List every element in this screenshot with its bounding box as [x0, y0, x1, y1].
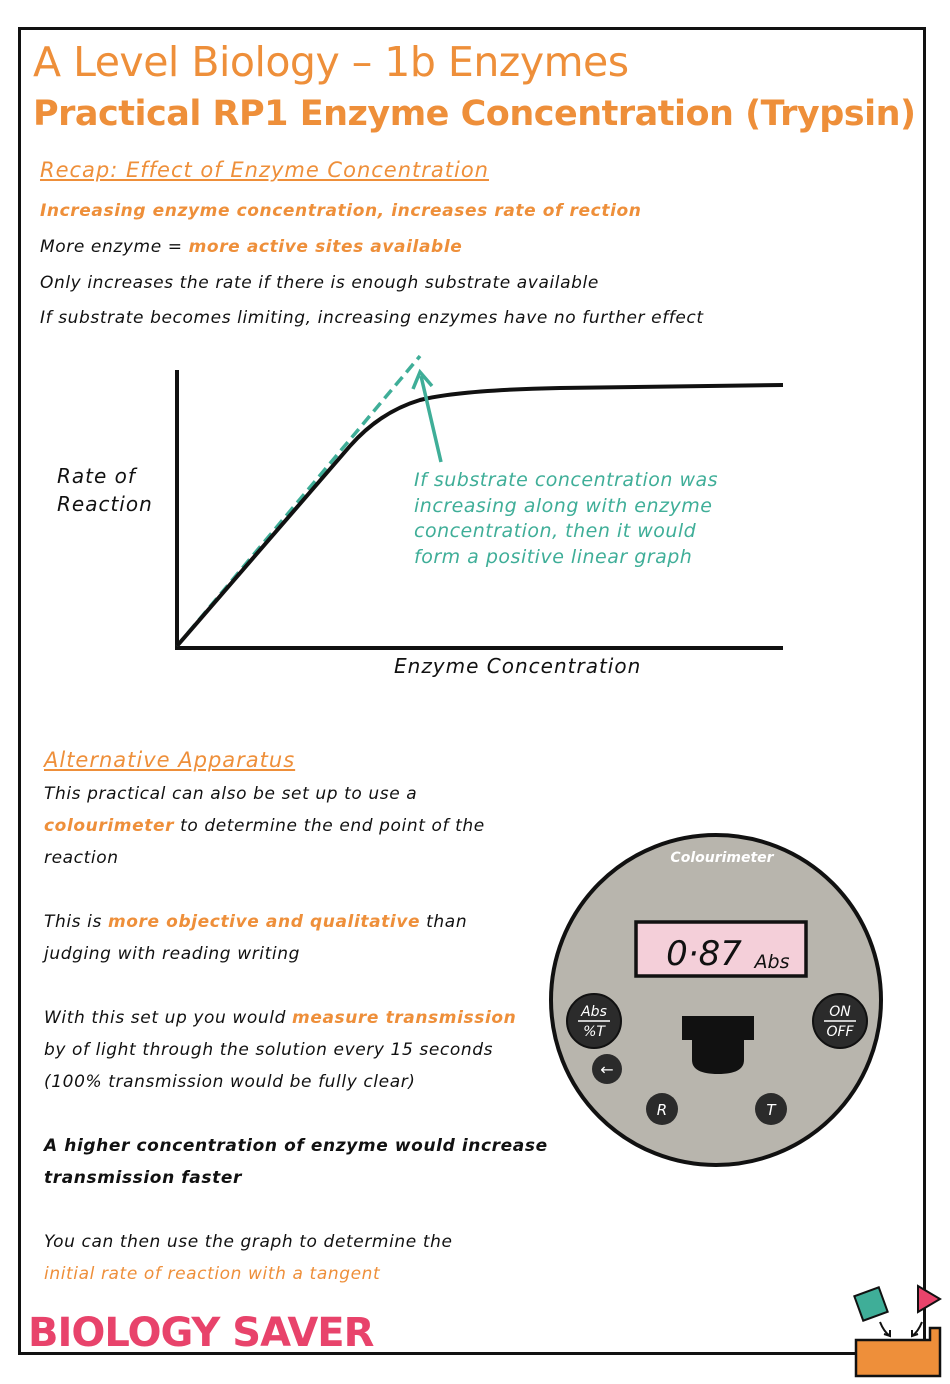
recap-line-3: Only increases the rate if there is enough substrate available [40, 273, 599, 293]
alternative-p1-line-3: reaction [44, 848, 119, 868]
back-arrow-icon: ← [600, 1060, 614, 1079]
alternative-p2-highlight: more objective and qualitative [107, 912, 421, 932]
alternative-p4-line-1: A higher concentration of enzyme would increase [44, 1136, 548, 1156]
r-button-label: R [656, 1101, 668, 1119]
recap-line-2-highlight: more active sites available [188, 237, 463, 257]
graph-note-line-1: If substrate concentration was [414, 469, 719, 491]
alternative-p1-line-1: This practical can also be set up to use a [44, 784, 418, 804]
page-title: A Level Biology – 1b Enzymes [33, 38, 629, 86]
teal-square-icon [854, 1287, 887, 1320]
recap-line-2-prefix: More enzyme = [40, 237, 189, 257]
graph-y-label-line-1: Rate of [57, 464, 136, 488]
recap-line-4: If substrate becomes limiting, increasing enzymes have no further effect [40, 308, 704, 328]
alternative-p3-highlight: measure transmission [292, 1008, 517, 1028]
alternative-p1-line-2-rest: to determine the end point of the [174, 816, 485, 836]
alternative-p4-line-2: transmission faster [44, 1168, 242, 1188]
pink-triangle-icon [918, 1286, 940, 1312]
abs-t-button-top: Abs [581, 1004, 607, 1020]
orange-box-icon [856, 1328, 940, 1376]
recap-heading: Recap: Effect of Enzyme Concentration [40, 158, 489, 182]
power-button-top: ON [829, 1004, 851, 1020]
graph-y-label-line-2: Reaction [57, 492, 153, 516]
alternative-p5-line-1: You can then use the graph to determine the [44, 1232, 453, 1252]
power-button-bottom: OFF [826, 1024, 854, 1040]
colourimeter-unit: Abs [754, 951, 790, 973]
alternative-p5-line-2: initial rate of reaction with a tangent [44, 1264, 381, 1284]
page-subtitle: Practical RP1 Enzyme Concentration (Trypsin) [33, 94, 916, 134]
abs-t-button-bottom: %T [583, 1024, 605, 1040]
alternative-p2-prefix: This is [44, 912, 108, 932]
alternative-p3-line-2: by of light through the solution every 15 seconds [44, 1040, 494, 1060]
alternative-p2-suffix: than [420, 912, 468, 932]
graph-x-label: Enzyme Concentration [394, 654, 642, 678]
colourimeter-reading: 0·87 [666, 934, 742, 974]
alternative-p3-prefix: With this set up you would [44, 1008, 292, 1028]
recap-line-1: Increasing enzyme concentration, increases rate of rection [40, 201, 642, 221]
alternative-heading: Alternative Apparatus [44, 748, 296, 772]
graph-note-line-4: form a positive linear graph [414, 545, 693, 568]
t-button-label: T [766, 1101, 776, 1119]
alternative-p2-line-2: judging with reading writing [44, 944, 300, 964]
brand-logo: BIOLOGY SAVER [28, 1310, 374, 1356]
graph-note-line-2: increasing along with enzyme [414, 494, 713, 517]
alternative-p3-line-3: (100% transmission would be fully clear) [44, 1072, 416, 1092]
colourimeter-label: Colourimeter [670, 850, 774, 866]
colourimeter-highlight: colourimeter [44, 816, 175, 836]
graph-note-line-3: concentration, then it would [414, 520, 697, 542]
